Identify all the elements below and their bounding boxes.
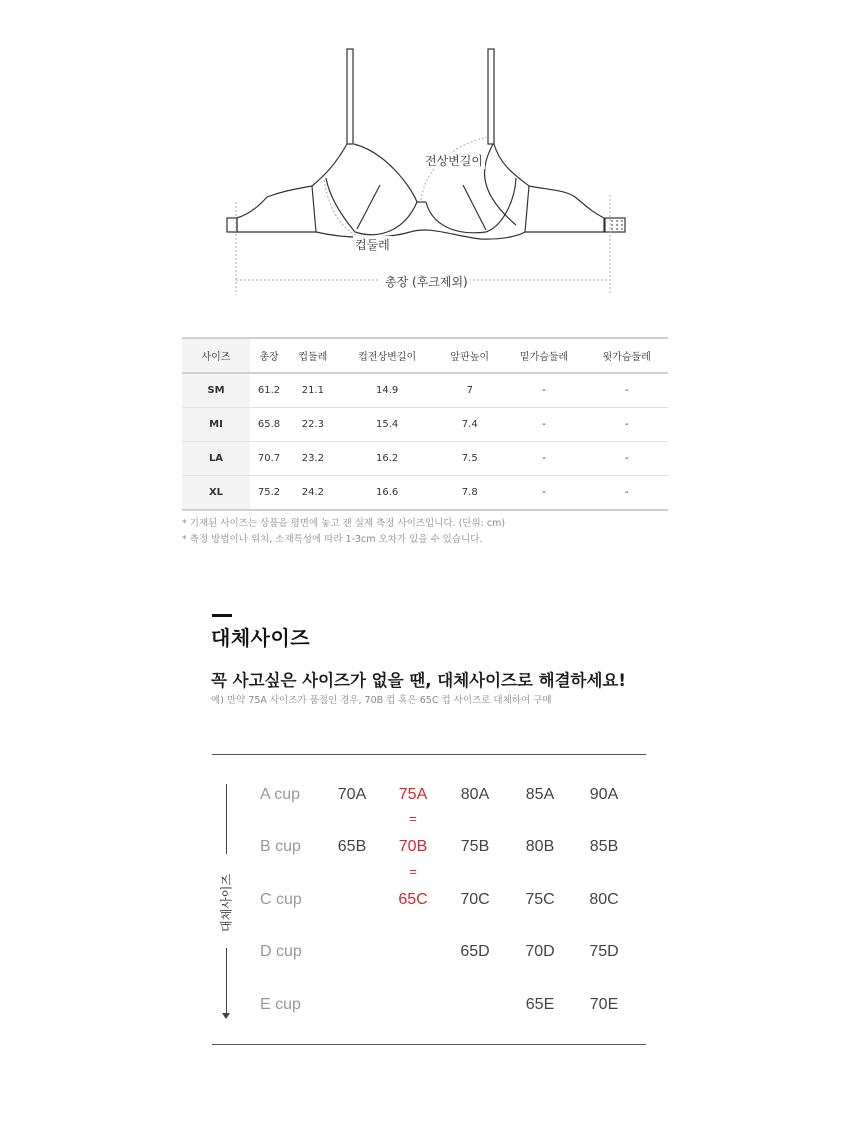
size-cell: 75C: [525, 891, 555, 908]
cup-label-e: E cup: [260, 996, 301, 1013]
value-cell: 7.5: [437, 442, 503, 476]
size-cell: 75D: [589, 943, 619, 960]
table-row: [182, 408, 668, 442]
header-upper-cup-edge: 컵전상변길이: [338, 338, 437, 373]
cup-label-d: D cup: [260, 943, 302, 960]
value-cell: -: [585, 476, 668, 511]
table-row: [182, 476, 668, 511]
note-line: * 측정 방법이나 위치, 소재특성에 따라 1-3cm 오차가 있을 수 있습니다.: [182, 534, 483, 545]
size-cell: 65B: [337, 838, 367, 855]
table-row: [182, 442, 668, 476]
cup-label-a: A cup: [260, 786, 301, 803]
value-cell: 15.4: [338, 408, 437, 442]
size-cell: MI: [182, 408, 250, 442]
size-cell: 85B: [589, 838, 619, 855]
table-row: [182, 373, 668, 408]
note-line: * 기재된 사이즈는 상품을 평면에 놓고 잰 실제 측정 사이즈입니다. (단위: cm): [182, 518, 506, 529]
axis-line-bottom: [226, 948, 227, 1014]
value-cell: 16.2: [338, 442, 437, 476]
bottom-divider: [212, 1044, 646, 1045]
size-table: [182, 337, 668, 511]
size-cell-highlight: 70B: [398, 838, 428, 855]
value-cell: 7.8: [437, 476, 503, 511]
value-cell: -: [585, 373, 668, 408]
size-cell: 70A: [337, 786, 367, 803]
cup-label-c: C cup: [260, 891, 302, 908]
value-cell: 65.8: [250, 408, 288, 442]
size-cell: XL: [182, 476, 250, 511]
size-cell: 85A: [525, 786, 555, 803]
section-title: 대체사이즈: [211, 626, 311, 650]
axis-line-top: [226, 784, 227, 854]
section-example: 예) 만약 75A 사이즈가 품절인 경우, 70B 컵 혹은 65C 컵 사이즈로 대체하여 구매: [211, 695, 552, 706]
value-cell: 24.2: [288, 476, 338, 511]
value-cell: 22.3: [288, 408, 338, 442]
equals-sign: =: [409, 811, 417, 826]
size-cell: SM: [182, 373, 250, 408]
value-cell: 21.1: [288, 373, 338, 408]
size-cell: 80C: [589, 891, 619, 908]
bra-measurement-diagram: [220, 40, 640, 300]
top-divider: [212, 754, 646, 755]
size-cell: 75B: [460, 838, 490, 855]
header-cup-circumference: 컵둘레: [288, 338, 338, 373]
value-cell: 7.4: [437, 408, 503, 442]
header-underbust: 밑가슴둘레: [503, 338, 586, 373]
size-cell: 70E: [589, 996, 619, 1013]
header-front-height: 앞판높이: [437, 338, 503, 373]
cup-circumference-label: 컵둘레: [355, 238, 390, 252]
equals-sign: =: [409, 864, 417, 879]
section-subtitle: 꼭 사고싶은 사이즈가 없을 땐, 대체사이즈로 해결하세요!: [211, 671, 626, 690]
upper-cup-edge-label: 전상변길이: [425, 154, 483, 168]
size-cell: 70D: [525, 943, 555, 960]
header-size: 사이즈: [182, 338, 250, 373]
size-cell-highlight: 75A: [398, 786, 428, 803]
bra-outline-illustration: [220, 40, 640, 300]
axis-label: 대체사이즈: [219, 874, 234, 932]
value-cell: -: [585, 408, 668, 442]
value-cell: 75.2: [250, 476, 288, 511]
size-cell: 65D: [460, 943, 490, 960]
size-cell: 65E: [525, 996, 555, 1013]
size-cell-highlight: 65C: [398, 891, 428, 908]
header-overbust: 윗가슴둘레: [585, 338, 668, 373]
size-cell: 70C: [460, 891, 490, 908]
value-cell: -: [503, 442, 586, 476]
value-cell: -: [585, 442, 668, 476]
size-cell: 80A: [460, 786, 490, 803]
value-cell: 70.7: [250, 442, 288, 476]
size-cell: 80B: [525, 838, 555, 855]
value-cell: -: [503, 476, 586, 511]
size-notes: [182, 516, 505, 548]
value-cell: 7: [437, 373, 503, 408]
down-arrow-icon: [222, 1013, 230, 1019]
title-accent-bar: [212, 614, 232, 617]
table-header-row: [182, 338, 668, 373]
value-cell: 61.2: [250, 373, 288, 408]
total-length-label: 총장 (후크제외): [385, 275, 468, 289]
cup-label-b: B cup: [260, 838, 301, 855]
size-cell: 90A: [589, 786, 619, 803]
value-cell: 14.9: [338, 373, 437, 408]
value-cell: 16.6: [338, 476, 437, 511]
size-cell: LA: [182, 442, 250, 476]
header-total-length: 총장: [250, 338, 288, 373]
value-cell: 23.2: [288, 442, 338, 476]
value-cell: -: [503, 408, 586, 442]
value-cell: -: [503, 373, 586, 408]
